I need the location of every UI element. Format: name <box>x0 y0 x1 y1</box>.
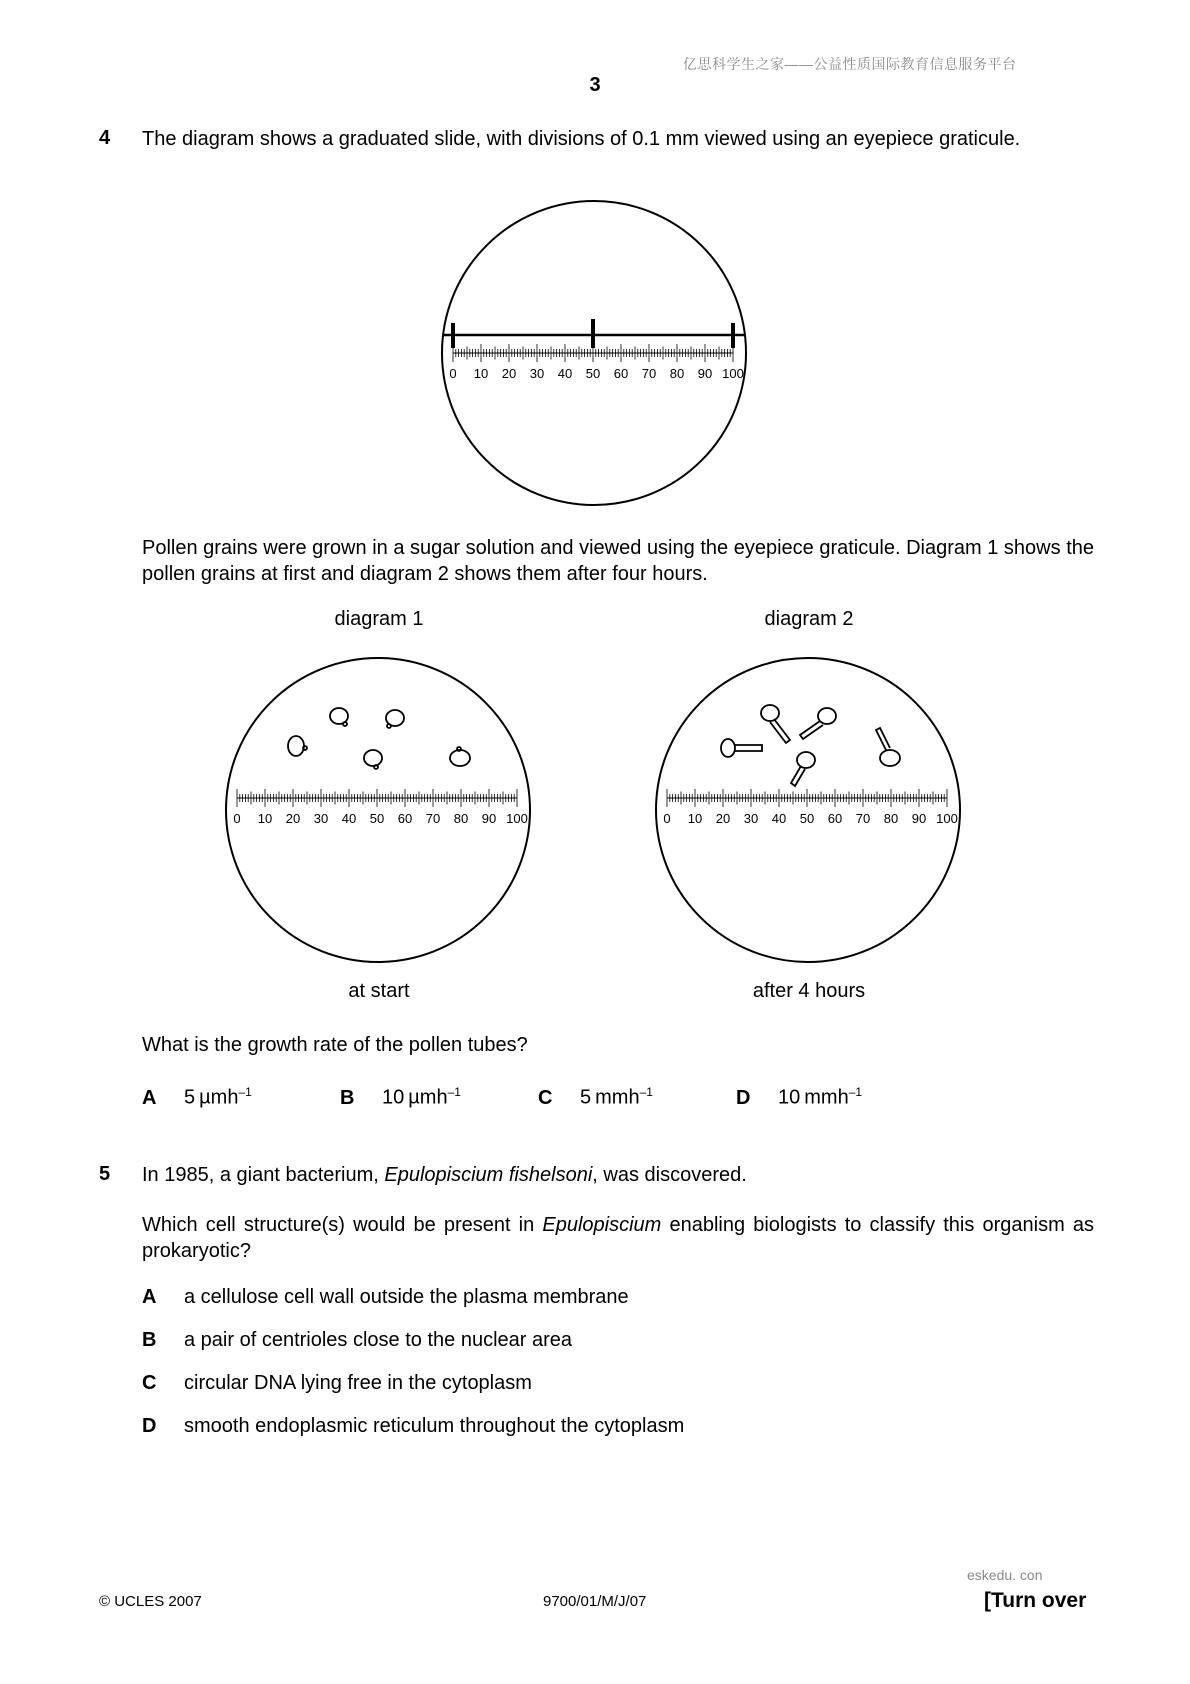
scale-label: 90 <box>697 366 713 381</box>
scale-label: 20 <box>715 811 731 826</box>
q5-intro-text: In 1985, a giant bacterium, <box>142 1164 385 1186</box>
pollen-grain <box>880 750 900 766</box>
pollen-grains-after <box>721 705 900 786</box>
graticule-scale-diagram1 <box>233 789 527 826</box>
option-letter: B <box>340 1086 355 1109</box>
scale-label: 100 <box>936 811 958 826</box>
scale-label: 80 <box>669 366 685 381</box>
diagram2-caption: after 4 hours <box>752 980 866 1002</box>
header-watermark: 亿思科学生之家——公益性质国际教育信息服务平台 <box>683 56 1017 72</box>
scale-label: 0 <box>449 366 457 381</box>
pollen-pore <box>343 722 347 726</box>
scale-label: 40 <box>341 811 357 826</box>
scale-label: 90 <box>911 811 927 826</box>
option-value: 10 <box>778 1086 801 1109</box>
option-text: a pair of centrioles close to the nuclear area <box>184 1329 572 1351</box>
scale-label: 70 <box>641 366 657 381</box>
q4-option-d[interactable] <box>736 1085 862 1110</box>
q4-number: 4 <box>99 127 111 149</box>
pollen-grain <box>450 750 470 766</box>
scale-label: 70 <box>855 811 871 826</box>
option-exponent: –1 <box>447 1085 461 1099</box>
scale-label: 10 <box>687 811 703 826</box>
pollen-pore <box>374 765 378 769</box>
q5-intro-end: , was discovered. <box>592 1164 747 1186</box>
q4-option-a[interactable] <box>142 1085 252 1110</box>
option-exponent: –1 <box>238 1085 252 1099</box>
q5-option-d[interactable] <box>142 1415 684 1438</box>
scale-label: 60 <box>827 811 843 826</box>
q5-option-a[interactable] <box>142 1286 629 1309</box>
pollen-tube <box>876 728 890 750</box>
q5-option-b[interactable] <box>142 1329 572 1352</box>
option-unit: mmh <box>595 1086 640 1109</box>
q5-question <box>142 1212 1094 1264</box>
diagram1-caption: at start <box>348 980 410 1002</box>
option-value: 5 <box>580 1086 592 1109</box>
scale-label: 90 <box>481 811 497 826</box>
scale-label: 30 <box>529 366 545 381</box>
q5-genus-name: Epulopiscium <box>542 1214 662 1236</box>
option-letter: A <box>142 1286 157 1308</box>
option-letter: C <box>142 1372 157 1394</box>
scale-label: 70 <box>425 811 441 826</box>
option-exponent: –1 <box>639 1085 653 1099</box>
option-letter: B <box>142 1329 157 1351</box>
pollen-grains-start <box>288 708 470 769</box>
pollen-tube <box>791 766 805 786</box>
scale-label: 10 <box>257 811 273 826</box>
scale-label: 10 <box>473 366 489 381</box>
pollen-grain <box>288 736 304 756</box>
q4-option-b[interactable] <box>340 1085 461 1110</box>
q5-intro <box>142 1162 1094 1188</box>
scale-label: 60 <box>613 366 629 381</box>
turn-over-label: [Turn over <box>984 1589 1087 1612</box>
scale-label: 40 <box>771 811 787 826</box>
scale-label: 20 <box>501 366 517 381</box>
pollen-tube <box>800 721 823 739</box>
scale-label: 30 <box>743 811 759 826</box>
q4-option-c[interactable] <box>538 1085 653 1110</box>
option-unit: µmh <box>408 1086 448 1109</box>
pollen-pore <box>303 746 307 750</box>
page-number: 3 <box>589 74 601 96</box>
q4-intro: The diagram shows a graduated slide, with divisions of 0.1 mm viewed using an eyepiece graticule. <box>142 128 1021 150</box>
scale-label: 100 <box>722 366 744 381</box>
scale-label: 60 <box>397 811 413 826</box>
option-letter: D <box>142 1415 157 1437</box>
footer-code: 9700/01/M/J/07 <box>543 1593 647 1610</box>
option-value: 5 <box>184 1086 196 1109</box>
pollen-tube <box>735 745 762 751</box>
option-text: a cellulose cell wall outside the plasma membrane <box>184 1286 629 1308</box>
option-unit: µmh <box>199 1086 239 1109</box>
diagram2-title: diagram 2 <box>764 608 854 630</box>
pollen-grain <box>761 705 779 721</box>
pollen-tube <box>770 719 790 743</box>
option-text: circular DNA lying free in the cytoplasm <box>184 1372 532 1394</box>
q4-body: Pollen grains were grown in a sugar solution and viewed using the eyepiece graticule. Diagram 1 shows the pollen grains at first and diagram 2 shows them after four hours. <box>142 537 1094 585</box>
pollen-grain <box>721 739 735 757</box>
option-value: 10 <box>382 1086 405 1109</box>
q5-question-end: enabling biologists to classify this organism as prokaryotic? <box>142 1214 1095 1262</box>
q5-species-name: Epulopiscium fishelsoni <box>384 1164 593 1186</box>
pollen-pore <box>457 747 461 751</box>
option-exponent: –1 <box>848 1085 863 1099</box>
pollen-grain <box>818 708 836 724</box>
scale-label: 20 <box>285 811 301 826</box>
q4-question: What is the growth rate of the pollen tubes? <box>142 1034 528 1056</box>
scale-label: 80 <box>453 811 469 826</box>
pollen-grain <box>797 752 815 768</box>
option-unit: mmh <box>804 1086 849 1109</box>
graticule-scale-diagram2 <box>663 789 957 826</box>
option-text: smooth endoplasmic reticulum throughout the cytoplasm <box>184 1415 685 1437</box>
option-letter: C <box>538 1086 553 1109</box>
scale-label: 100 <box>506 811 528 826</box>
scale-label: 50 <box>369 811 385 826</box>
scale-label: 40 <box>557 366 573 381</box>
scale-label: 50 <box>585 366 601 381</box>
scale-label: 0 <box>663 811 671 826</box>
option-letter: D <box>736 1086 751 1109</box>
scale-label: 0 <box>233 811 241 826</box>
q5-number: 5 <box>99 1163 111 1185</box>
site-watermark: eskedu. con <box>967 1567 1043 1583</box>
scale-label: 30 <box>313 811 329 826</box>
scale-label: 80 <box>883 811 899 826</box>
option-letter: A <box>142 1086 157 1109</box>
q5-question-text: Which cell structure(s) would be present in <box>142 1214 543 1236</box>
diagram1-title: diagram 1 <box>334 608 424 630</box>
pollen-pore <box>387 724 391 728</box>
footer-copyright: © UCLES 2007 <box>99 1593 202 1610</box>
scale-label: 50 <box>799 811 815 826</box>
pollen-grain <box>364 750 382 766</box>
q5-option-c[interactable] <box>142 1372 532 1395</box>
